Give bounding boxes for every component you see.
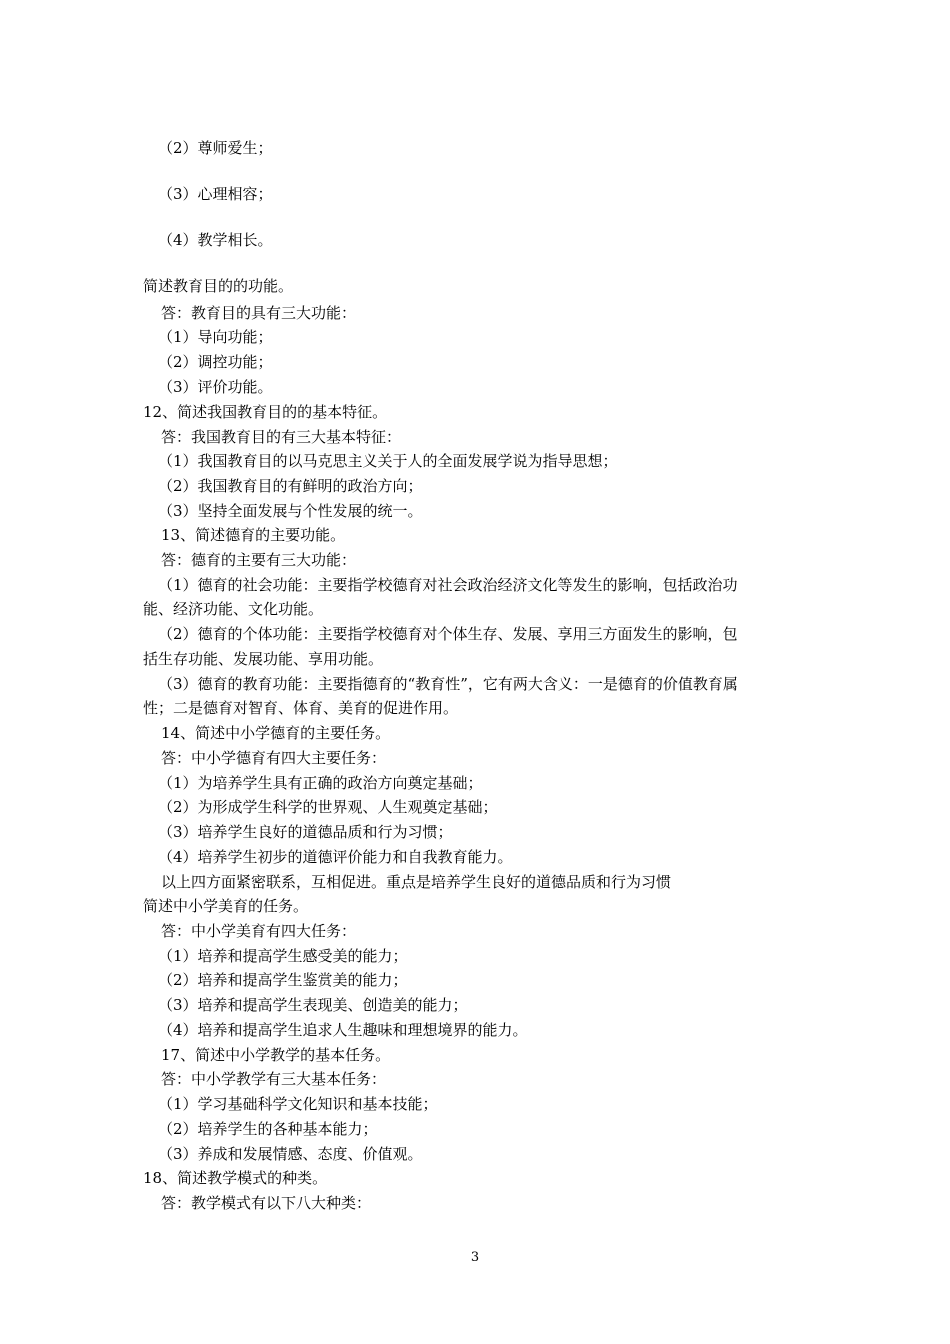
text-line: （1）导向功能； <box>158 328 273 346</box>
text-line: 以上四方面紧密联系，互相促进。重点是培养学生良好的道德品质和行为习惯 <box>161 873 672 891</box>
text-line: 能、经济功能、文化功能。 <box>143 600 324 618</box>
text-line: 答：我国教育目的有三大基本特征： <box>161 428 402 446</box>
text-line: （3）坚持全面发展与个性发展的统一。 <box>158 502 423 520</box>
text-line: 答：中小学德育有四大主要任务： <box>161 749 387 767</box>
page-number: 3 <box>470 1250 480 1265</box>
text-line: （4）培养学生初步的道德评价能力和自我教育能力。 <box>158 848 513 866</box>
text-line: 18、简述教学模式的种类。 <box>143 1169 328 1187</box>
text-line: 12、简述我国教育目的的基本特征。 <box>143 403 388 421</box>
text-line: （3）培养和提高学生表现美、创造美的能力； <box>158 996 468 1014</box>
text-line: 答：教学模式有以下八大种类： <box>161 1194 372 1212</box>
text-line: （2）培养和提高学生鉴赏美的能力； <box>158 971 408 989</box>
text-line: （2）为形成学生科学的世界观、人生观奠定基础； <box>158 798 498 816</box>
text-line: （3）评价功能。 <box>158 378 273 396</box>
text-line: 性；二是德育对智育、体育、美育的促进作用。 <box>143 699 459 717</box>
text-line: （1）为培养学生具有正确的政治方向奠定基础； <box>158 774 483 792</box>
text-line: 17、简述中小学教学的基本任务。 <box>161 1046 391 1064</box>
text-line: （1）学习基础科学文化知识和基本技能； <box>158 1095 438 1113</box>
text-line: 13、简述德育的主要功能。 <box>161 526 346 544</box>
text-line: （1）德育的社会功能：主要指学校德育对社会政治经济文化等发生的影响，包括政治功 <box>158 576 738 594</box>
text-line: （4）教学相长。 <box>158 231 273 249</box>
text-line: （1）培养和提高学生感受美的能力； <box>158 947 408 965</box>
text-line: 答：德育的主要有三大功能： <box>161 551 357 569</box>
text-line: 答：教育目的具有三大功能： <box>161 304 357 322</box>
text-line: （4）培养和提高学生追求人生趣味和理想境界的能力。 <box>158 1021 528 1039</box>
text-line: 括生存功能、发展功能、享用功能。 <box>143 650 384 668</box>
text-line: （2）尊师爱生； <box>158 139 273 157</box>
text-line: 14、简述中小学德育的主要任务。 <box>161 724 391 742</box>
text-line: （1）我国教育目的以马克思主义关于人的全面发展学说为指导思想； <box>158 452 618 470</box>
text-line: 答：中小学美育有四大任务： <box>161 922 357 940</box>
text-line: 简述教育目的的功能。 <box>143 277 294 295</box>
text-line: 答：中小学教学有三大基本任务： <box>161 1070 387 1088</box>
text-line: （3）养成和发展情感、态度、价值观。 <box>158 1145 423 1163</box>
text-line: 简述中小学美育的任务。 <box>143 897 309 915</box>
text-line: （2）我国教育目的有鲜明的政治方向； <box>158 477 423 495</box>
text-line: （3）心理相容； <box>158 185 273 203</box>
text-line: （3）德育的教育功能：主要指德育的“教育性”，它有两大含义：一是德育的价值教育属 <box>158 675 738 693</box>
text-line: （2）调控功能； <box>158 353 273 371</box>
text-line: （2）培养学生的各种基本能力； <box>158 1120 378 1138</box>
text-line: （3）培养学生良好的道德品质和行为习惯； <box>158 823 453 841</box>
text-line: （2）德育的个体功能：主要指学校德育对个体生存、发展、享用三方面发生的影响，包 <box>158 625 738 643</box>
